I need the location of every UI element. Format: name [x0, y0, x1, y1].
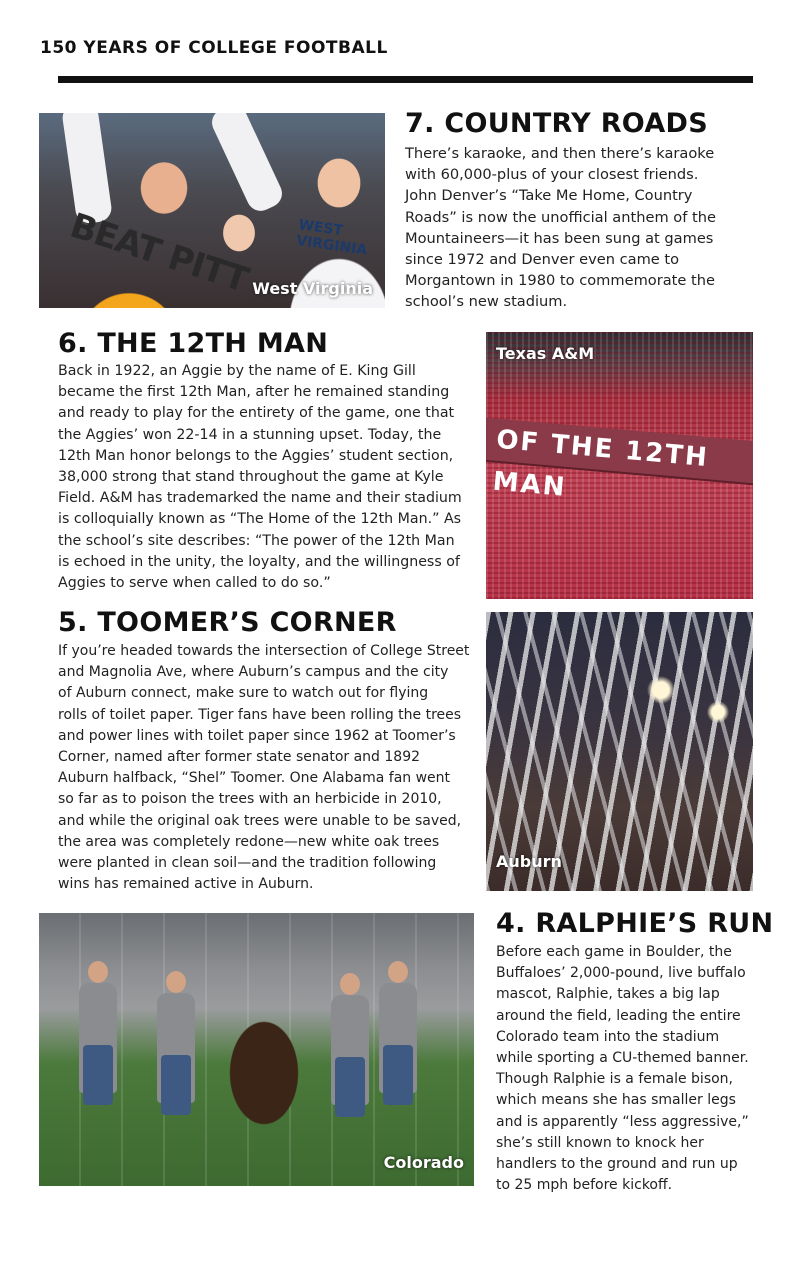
- body-line: while sporting a CU-themed banner.: [496, 1050, 749, 1067]
- body-line: and is apparently “less aggressive,”: [496, 1113, 749, 1130]
- body-line: Though Ralphie is a female bison,: [496, 1071, 734, 1088]
- body-line: Corner, named after former state senator and 1892: [58, 749, 421, 766]
- body-line: Auburn halfback, “Shel” Toomer. One Alabama fan went: [58, 770, 451, 787]
- raised-arm: [207, 113, 286, 215]
- body-line: Buffaloes’ 2,000-pound, live buffalo: [496, 965, 746, 982]
- body-line: If you’re headed towards the intersection of College Street: [58, 643, 470, 659]
- photo-caption: Auburn: [496, 852, 562, 871]
- body-line: handlers to the ground and run up: [496, 1156, 738, 1173]
- section-body: [58, 361, 478, 594]
- body-line: and power lines with toilet paper since 1962 at Toomer’s: [58, 727, 456, 744]
- header-rule: [58, 76, 753, 83]
- body-line: she’s still known to knock her: [496, 1134, 704, 1151]
- body-line: Before each game in Boulder, the: [496, 944, 732, 960]
- body-line: to 25 mph before kickoff.: [496, 1177, 673, 1194]
- section-title: 5. TOOMER’S CORNER: [58, 607, 397, 638]
- west-virginia-photo: [39, 113, 385, 308]
- section-body: [496, 942, 758, 1196]
- body-line: There’s karaoke, and then there’s karaoke: [405, 145, 715, 162]
- auburn-photo: [486, 612, 753, 891]
- body-line: since 1972 and Denver even came to: [405, 251, 680, 269]
- body-line: is colloquially known as “The Home of the 12th Man.” As: [58, 511, 462, 528]
- body-line: mascot, Ralphie, takes a big lap: [496, 986, 720, 1003]
- stadium-banner: OF THE 12TH MAN: [486, 417, 753, 485]
- body-line: Back in 1922, an Aggie by the name of E. King Gill: [58, 363, 416, 379]
- section-body: [58, 641, 478, 895]
- body-line: Aggies to serve when called to do so.”: [58, 575, 331, 592]
- body-line: 12th Man honor belongs to the Aggies’ student section,: [58, 447, 454, 464]
- section-title: 6. THE 12TH MAN: [58, 328, 329, 359]
- handler-figure: [157, 993, 195, 1103]
- body-line: were planted in clean soil—and the tradition following: [58, 855, 437, 872]
- body-line: of Auburn connect, make sure to watch out for flying: [58, 685, 429, 702]
- photo-caption: West Virginia: [252, 279, 373, 298]
- handler-figure: [79, 983, 117, 1093]
- body-line: Field. A&M has trademarked the name and their stadium: [58, 490, 462, 507]
- body-line: and Magnolia Ave, where Auburn’s campus and the city: [58, 664, 449, 681]
- body-line: school’s new stadium.: [405, 293, 568, 311]
- body-line: 38,000 strong that stand throughout the game at Kyle: [58, 469, 444, 486]
- body-line: with 60,000-plus of your closest friends.: [405, 166, 699, 184]
- handler-figure: [379, 983, 417, 1093]
- section-title: 7. COUNTRY ROADS: [405, 108, 708, 139]
- shirt-lettering: BEAT PITT: [65, 205, 253, 301]
- body-line: around the field, leading the entire: [496, 1007, 741, 1024]
- body-line: Colorado team into the stadium: [496, 1028, 720, 1045]
- texas-am-photo: [486, 332, 753, 599]
- body-line: became the first 12th Man, after he remained standing: [58, 384, 450, 401]
- body-line: rolls of toilet paper. Tiger fans have been rolling the trees: [58, 706, 462, 723]
- body-line: is echoed in the unity, the loyalty, and the willingness of: [58, 553, 460, 570]
- body-line: so far as to poison the trees with an herbicide in 2010,: [58, 791, 442, 808]
- shirt-logo: WEST VIRGINIA: [295, 217, 369, 259]
- body-line: which means she has smaller legs: [496, 1092, 736, 1109]
- section-body: [405, 143, 750, 313]
- handler-figure: [331, 995, 369, 1105]
- body-line: the area was completely redone—new white oak trees: [58, 833, 440, 850]
- body-line: the Aggies’ won 22-14 in a stunning upset. Today, the: [58, 426, 442, 443]
- body-line: and ready to play for the entirety of the game, one that: [58, 405, 455, 422]
- body-line: wins has remained active in Auburn.: [58, 876, 314, 893]
- body-line: Mountaineers—it has been sung at games: [405, 229, 714, 247]
- section-title: 4. RALPHIE’S RUN: [496, 908, 774, 939]
- body-line: John Denver’s “Take Me Home, Country: [405, 187, 693, 205]
- colorado-photo: [39, 913, 474, 1186]
- body-line: Roads” is now the unofficial anthem of the: [405, 208, 716, 226]
- body-line: and while the original oak trees were unable to be saved,: [58, 812, 462, 829]
- body-line: Morgantown in 1980 to commemorate the: [405, 272, 715, 290]
- photo-caption: Texas A&M: [496, 344, 595, 363]
- running-head: 150 YEARS OF COLLEGE FOOTBALL: [40, 38, 388, 58]
- body-line: the school’s site describes: “The power of the 12th Man: [58, 532, 455, 549]
- photo-caption: Colorado: [383, 1153, 464, 1172]
